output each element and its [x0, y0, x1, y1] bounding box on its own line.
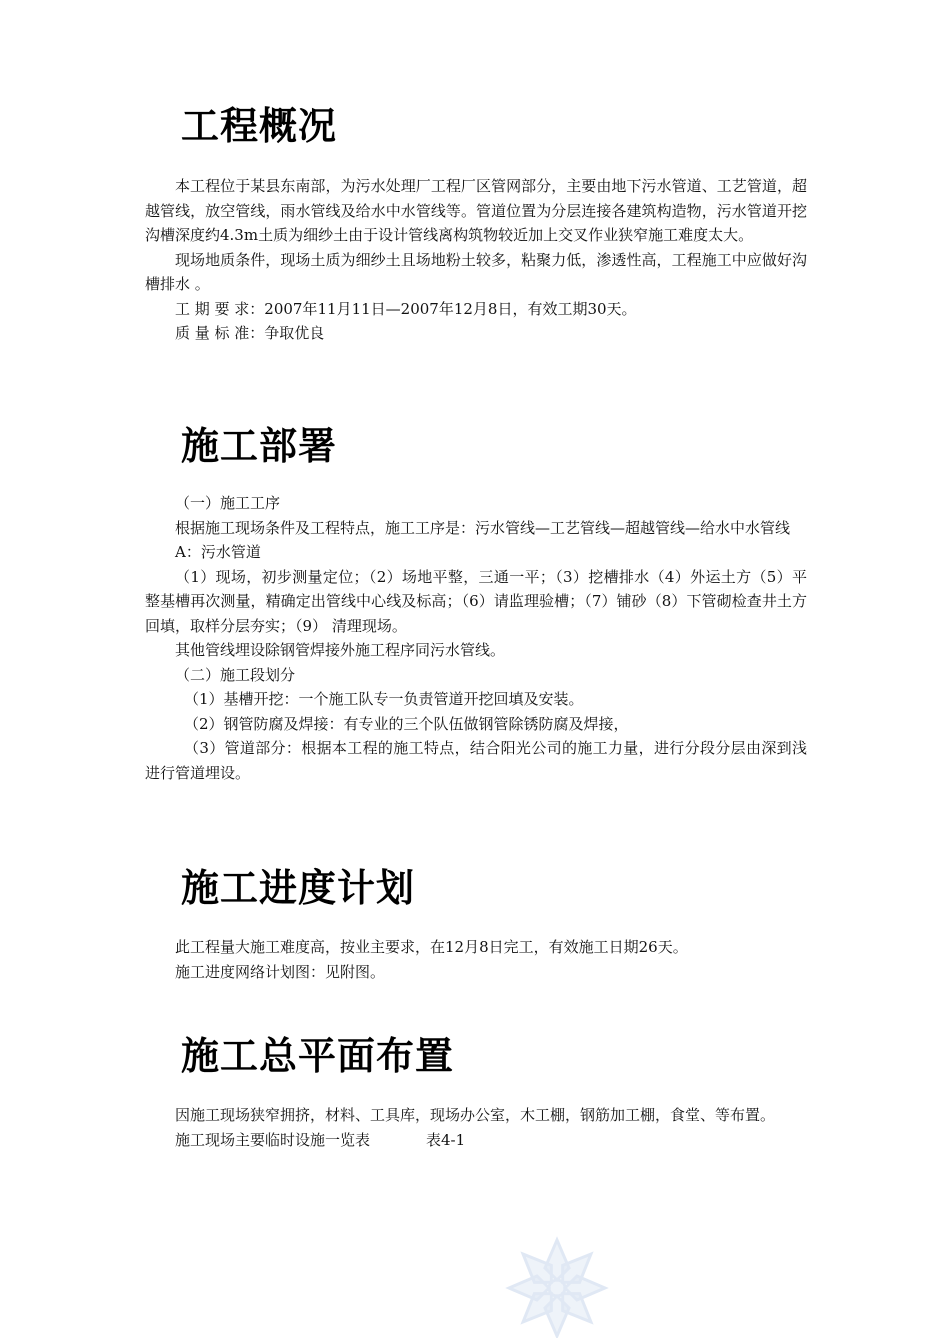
paragraph: （3）管道部分：根据本工程的施工特点，结合阳光公司的施工力量，进行分段分层由深到浅进行管道埋设。 [145, 739, 807, 782]
section-title-overview: 工程概况 [181, 104, 338, 148]
section-title-schedule: 施工进度计划 [181, 866, 416, 910]
paragraph: 因施工现场狭窄拥挤，材料、工具库，现场办公室，木工棚，钢筋加工棚，食堂、等布置。 [175, 1106, 776, 1124]
section-body-site-layout [145, 1103, 807, 1152]
paragraph: 现场地质条件，现场土质为细纱土且场地粉土较多，粘聚力低，渗透性高，工程施工中应做好沟槽排水 。 [145, 250, 807, 293]
section-title-site-layout: 施工总平面布置 [181, 1034, 455, 1078]
paragraph: （1）基槽开挖：一个施工队专一负责管道开挖回填及安装。 [184, 690, 584, 708]
paragraph: 工 期 要 求：2007年11月11日—2007年12月8日，有效工期30天。 [175, 299, 637, 318]
paragraph: 此工程量大施工难度高，按业主要求，在12月8日完工，有效施工日期26天。 [175, 938, 688, 956]
table-caption-text: 施工现场主要临时设施一览表 [175, 1130, 371, 1149]
paragraph: （2）钢管防腐及焊接：有专业的三个队伍做钢管除锈防腐及焊接， [184, 714, 629, 733]
paragraph: 本工程位于某县东南部，为污水处理厂工程厂区管网部分，主要由地下污水管道、工艺管道，超越管线，放空管线，雨水管线及给水中水管线等。管道位置为分层连接各建筑构造物，污水管道开挖沟槽深度约4.3m土质为细纱土由于设计管线离构筑物较近加上交叉作业狭窄施工难度太大。 [145, 177, 807, 244]
section-body-deployment [145, 491, 807, 785]
paragraph: （二）施工段划分 [175, 665, 296, 684]
paragraph: 施工进度网络计划图：见附图。 [175, 962, 386, 981]
paragraph: （一）施工工序 [175, 494, 281, 512]
table-caption [145, 1128, 807, 1153]
paragraph: 其他管线埋设除钢管焊接外施工程序同污水管线。 [175, 641, 506, 659]
paragraph: A：污水管道 [175, 543, 261, 561]
section-title-deployment: 施工部署 [181, 424, 338, 468]
table-caption-number: 表4-1 [426, 1130, 466, 1149]
paragraph: （1）现场，初步测量定位；（2）场地平整，三通一平；（3）挖槽排水（4）外运土方（5）平整基槽再次测量，精确定出管线中心线及标高；（6）请监理验槽；（7）铺砂（8）下管砌检查井土方回填，取样分层夯实；（9） 清理现场。 [145, 567, 807, 635]
section-body-overview [145, 174, 807, 346]
paragraph: 根据施工现场条件及工程特点，施工工序是：污水管线—工艺管线—超越管线—给水中水管线 [175, 518, 791, 537]
snowflake-watermark-icon [498, 1232, 616, 1338]
section-body-schedule [145, 935, 807, 984]
paragraph: 质 量 标 准：争取优良 [175, 324, 325, 342]
